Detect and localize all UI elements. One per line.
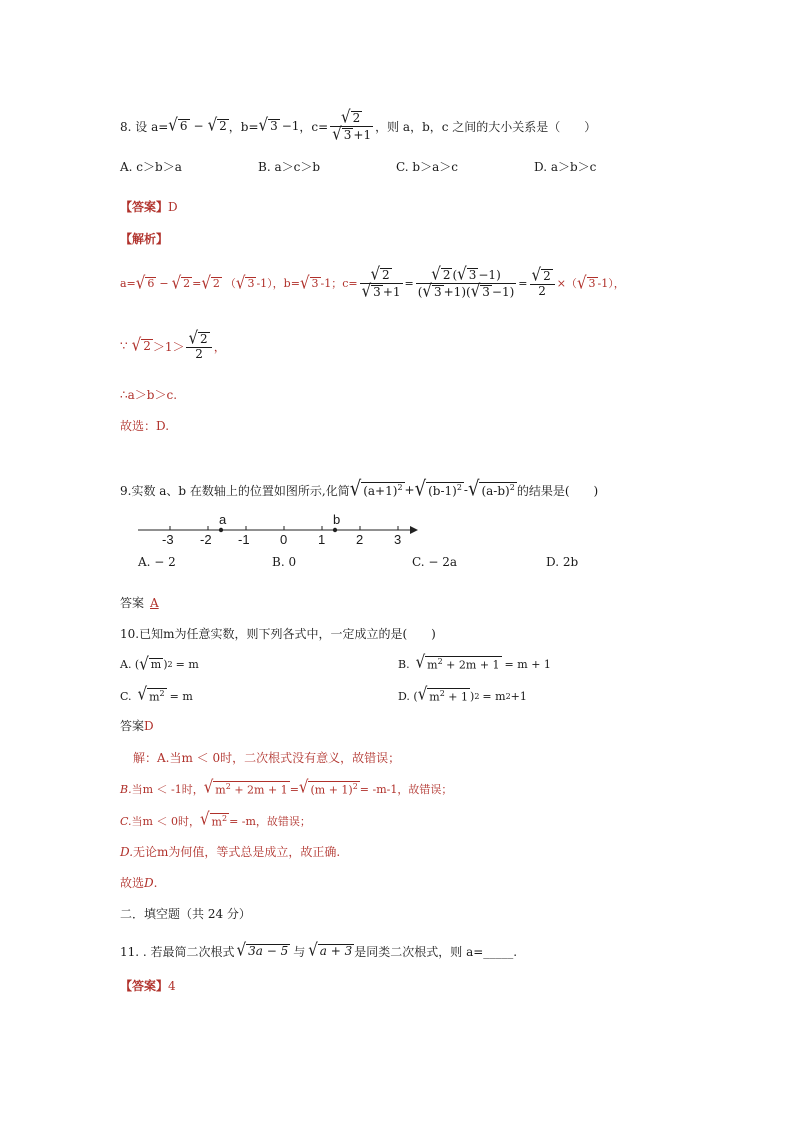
q8-because-line: ∵ √ 2 ＞1＞ √ 2 2 ， bbox=[120, 327, 226, 361]
axis-tick-label: -1 bbox=[238, 532, 250, 547]
section-heading: 二．填空题（共 24 分） bbox=[120, 907, 251, 921]
point-a-dot bbox=[219, 528, 223, 532]
q11-stem: 11. . 若最简二次根式 √ 3a − 5 与 √ a + 3 是同类二次根式，则 a=_____. bbox=[120, 939, 518, 961]
q11-answer: 【答案】 4 bbox=[120, 978, 176, 993]
q9-option-b: B. 0 bbox=[272, 555, 297, 569]
axis-tick-label: -3 bbox=[162, 532, 174, 547]
q8-c-fraction: √ 2 √ 3 +1 bbox=[332, 106, 372, 144]
sqrt2: √ 2 bbox=[207, 114, 227, 136]
q10-option-d: D. ( √ $m^2 + 1$ ) 2 = m 2 +1 bbox=[398, 683, 527, 705]
point-b-dot bbox=[333, 528, 337, 532]
q10-solution-1: 解：A.当m ＜ 0时，二次根式没有意义，故错误； bbox=[133, 751, 401, 765]
q8-analysis-label: 【解析】 bbox=[120, 232, 169, 246]
q10-answer: 答案 D bbox=[120, 718, 154, 733]
q9-option-a: A. − 2 bbox=[138, 555, 176, 569]
q8-choose: 故选：D. bbox=[120, 419, 170, 433]
q10-solution-3: C. 当m ＜ 0时， √ $m^2$ = -m，故错误； bbox=[120, 808, 311, 830]
sqrt3: √ 3 bbox=[258, 114, 278, 136]
q9-answer: 答案 A bbox=[120, 595, 159, 610]
q10-choose: 故选 D . bbox=[120, 875, 158, 890]
point-b-label: b bbox=[333, 512, 341, 527]
number-line bbox=[132, 512, 422, 552]
q8-therefore: ∴a＞b＞c. bbox=[120, 388, 178, 402]
q8-option-b: B. a＞c＞b bbox=[258, 159, 321, 174]
sqrt6: √ 6 bbox=[168, 114, 188, 136]
q8-option-d: D. a＞b＞c bbox=[534, 159, 597, 174]
axis-tick-label: -2 bbox=[200, 532, 212, 547]
q8-option-c: C. b＞a＞c bbox=[396, 159, 458, 174]
q10-solution-4: D. 无论m为何值，等式总是成立，故正确. bbox=[120, 844, 341, 859]
axis-tick-label: 1 bbox=[318, 532, 326, 547]
q8-stem: 8. 设 a= √ 6 − √ 2 ，b= √ 3 −1 ，c= √ 2 √ 3 +1 ，则 a，b，c 之间的大小关系是（ ） bbox=[120, 106, 597, 144]
q9-option-c: C. − 2a bbox=[412, 555, 458, 569]
q9-option-d: D. 2b bbox=[546, 555, 579, 569]
q10-option-a: A. ( √ m ) 2 = m bbox=[120, 653, 199, 674]
point-a-label: a bbox=[219, 512, 227, 527]
q10-stem: 10.已知m为任意实数，则下列各式中，一定成立的是( ) bbox=[120, 627, 436, 641]
q8-answer: 【答案】 D bbox=[120, 199, 178, 214]
axis-tick-label: 3 bbox=[394, 532, 402, 547]
axis-tick-label: 2 bbox=[356, 532, 364, 547]
q10-option-c: C. √ $m^2$ = m bbox=[120, 683, 193, 705]
q10-solution-2: B. 当m ＜ -1时， √ $m^2 + 2m + 1$ = √ $(m + 1)^2$ = -m-1，故错误； bbox=[120, 776, 453, 798]
q9-stem: 9.实数 a、b 在数轴上的位置如图所示,化简 √ $(a+1)^2$ + √ $(b-1)^2$ - √ $(a-b)^2$ 的结果是( ) bbox=[120, 477, 599, 502]
q8-option-a: A. c＞b＞a bbox=[120, 159, 182, 174]
q8-number: 8. 设 a= bbox=[120, 119, 169, 134]
axis-tick-label: 0 bbox=[280, 532, 288, 547]
q8-solution-line: a= √ 6 − √ 2 = √ 2 （ √ 3 -1），b= √ 3 -1；c= √ 2 √ 3 +1 = √ 2 ( √ 3 −1) ( √ 3 +1)( √ 3 −1) = √ 2 2 ×（ √ 3 -1）， bbox=[120, 263, 625, 301]
q10-option-b: B. √ $m^2 + 2m + 1$ = m + 1 bbox=[398, 651, 551, 673]
axis-arrow bbox=[410, 526, 418, 534]
